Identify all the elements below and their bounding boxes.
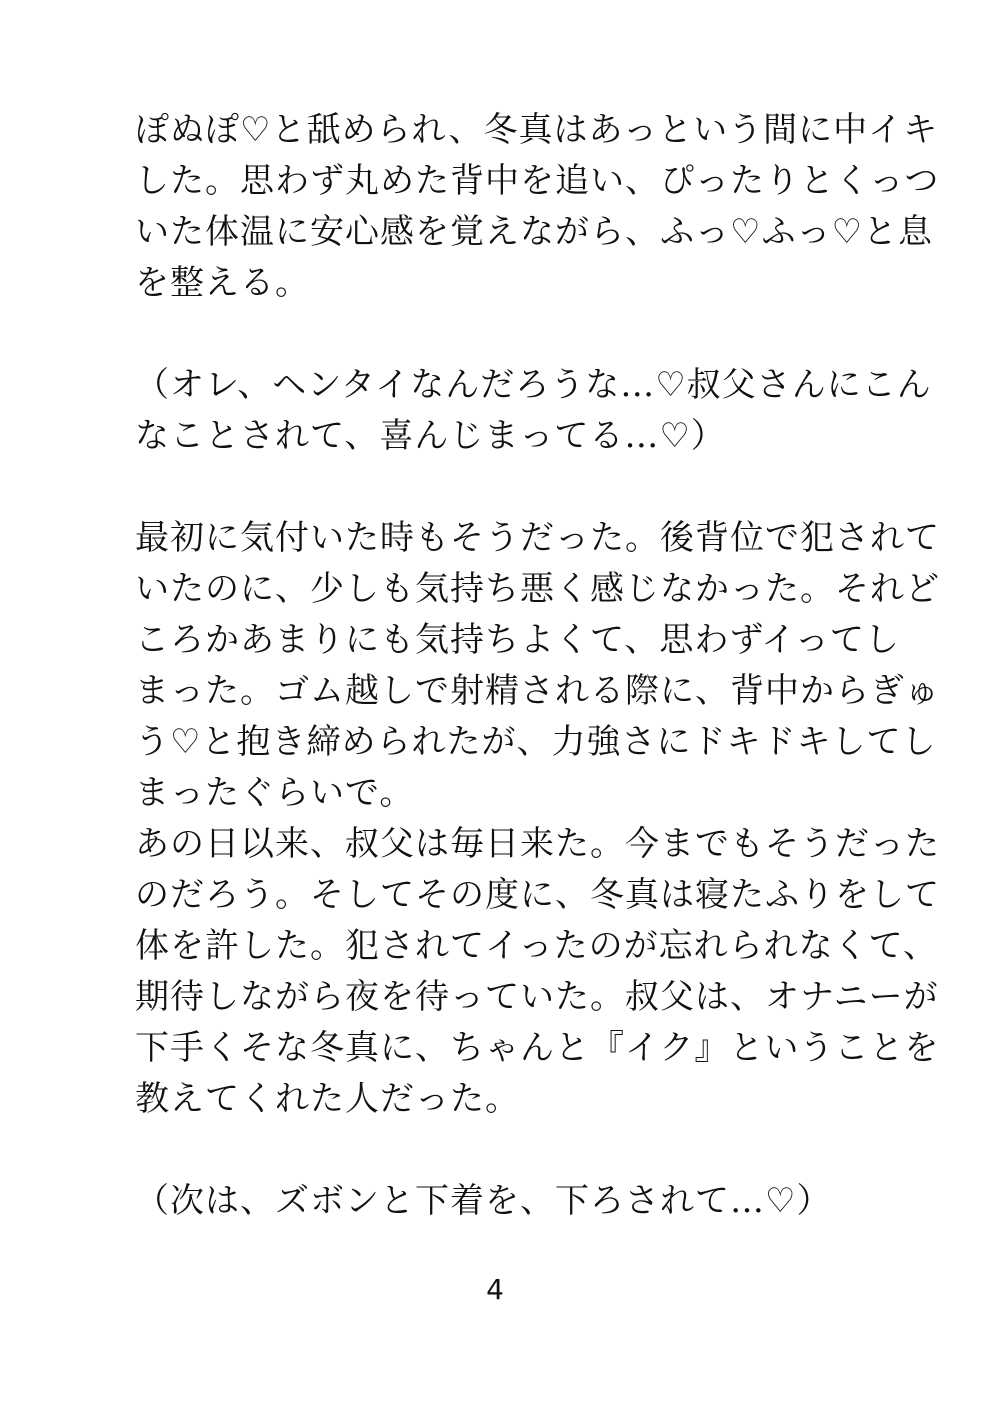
text-line: ころかあまりにも気持ちよくて、思わずイってし [135, 620, 900, 660]
text-line: う♡と抱き締められたが、力強さにドキドキしてし [135, 722, 937, 762]
text-line: まったぐらいで。 [135, 773, 415, 813]
text-line: （オレ、ヘンタイなんだろうな…♡叔父さんにこん [135, 365, 932, 405]
text-line: 体を許した。犯されてイったのが忘れられなくて、 [135, 926, 938, 966]
page-number: 4 [486, 1273, 504, 1306]
text-line: 最初に気付いた時もそうだった。後背位で犯されて [135, 518, 940, 558]
text-line: 下手くそな冬真に、ちゃんと『イク』ということを [135, 1028, 940, 1068]
text-line: を整える。 [135, 263, 310, 303]
text-line: した。思わず丸めた背中を追い、ぴったりとくっつ [135, 161, 940, 201]
text-line: いた体温に安心感を覚えながら、ふっ♡ふっ♡と息 [135, 212, 933, 252]
text-line: （次は、ズボンと下着を、下ろされて…♡） [135, 1181, 832, 1221]
text-line: いたのに、少しも気持ち悪く感じなかった。それど [135, 569, 940, 609]
text-line: まった。ゴム越しで射精される際に、背中からぎゅ [135, 671, 940, 711]
body-text [135, 105, 940, 1227]
text-line: ぽぬぽ♡と舐められ、冬真はあっという間に中イキ [135, 110, 939, 150]
text-line: 期待しながら夜を待っていた。叔父は、オナニーが [135, 977, 939, 1017]
paragraph-gap [135, 1125, 855, 1176]
text-line: のだろう。そしてその度に、冬真は寝たふりをして [135, 875, 940, 915]
text-line: なことされて、喜んじまってる…♡） [135, 416, 726, 456]
paragraph-gap [135, 309, 855, 360]
text-line: あの日以来、叔父は毎日来た。今までもそうだった [135, 824, 940, 864]
paragraph-gap [135, 462, 855, 513]
text-line: 教えてくれた人だった。 [135, 1079, 520, 1119]
